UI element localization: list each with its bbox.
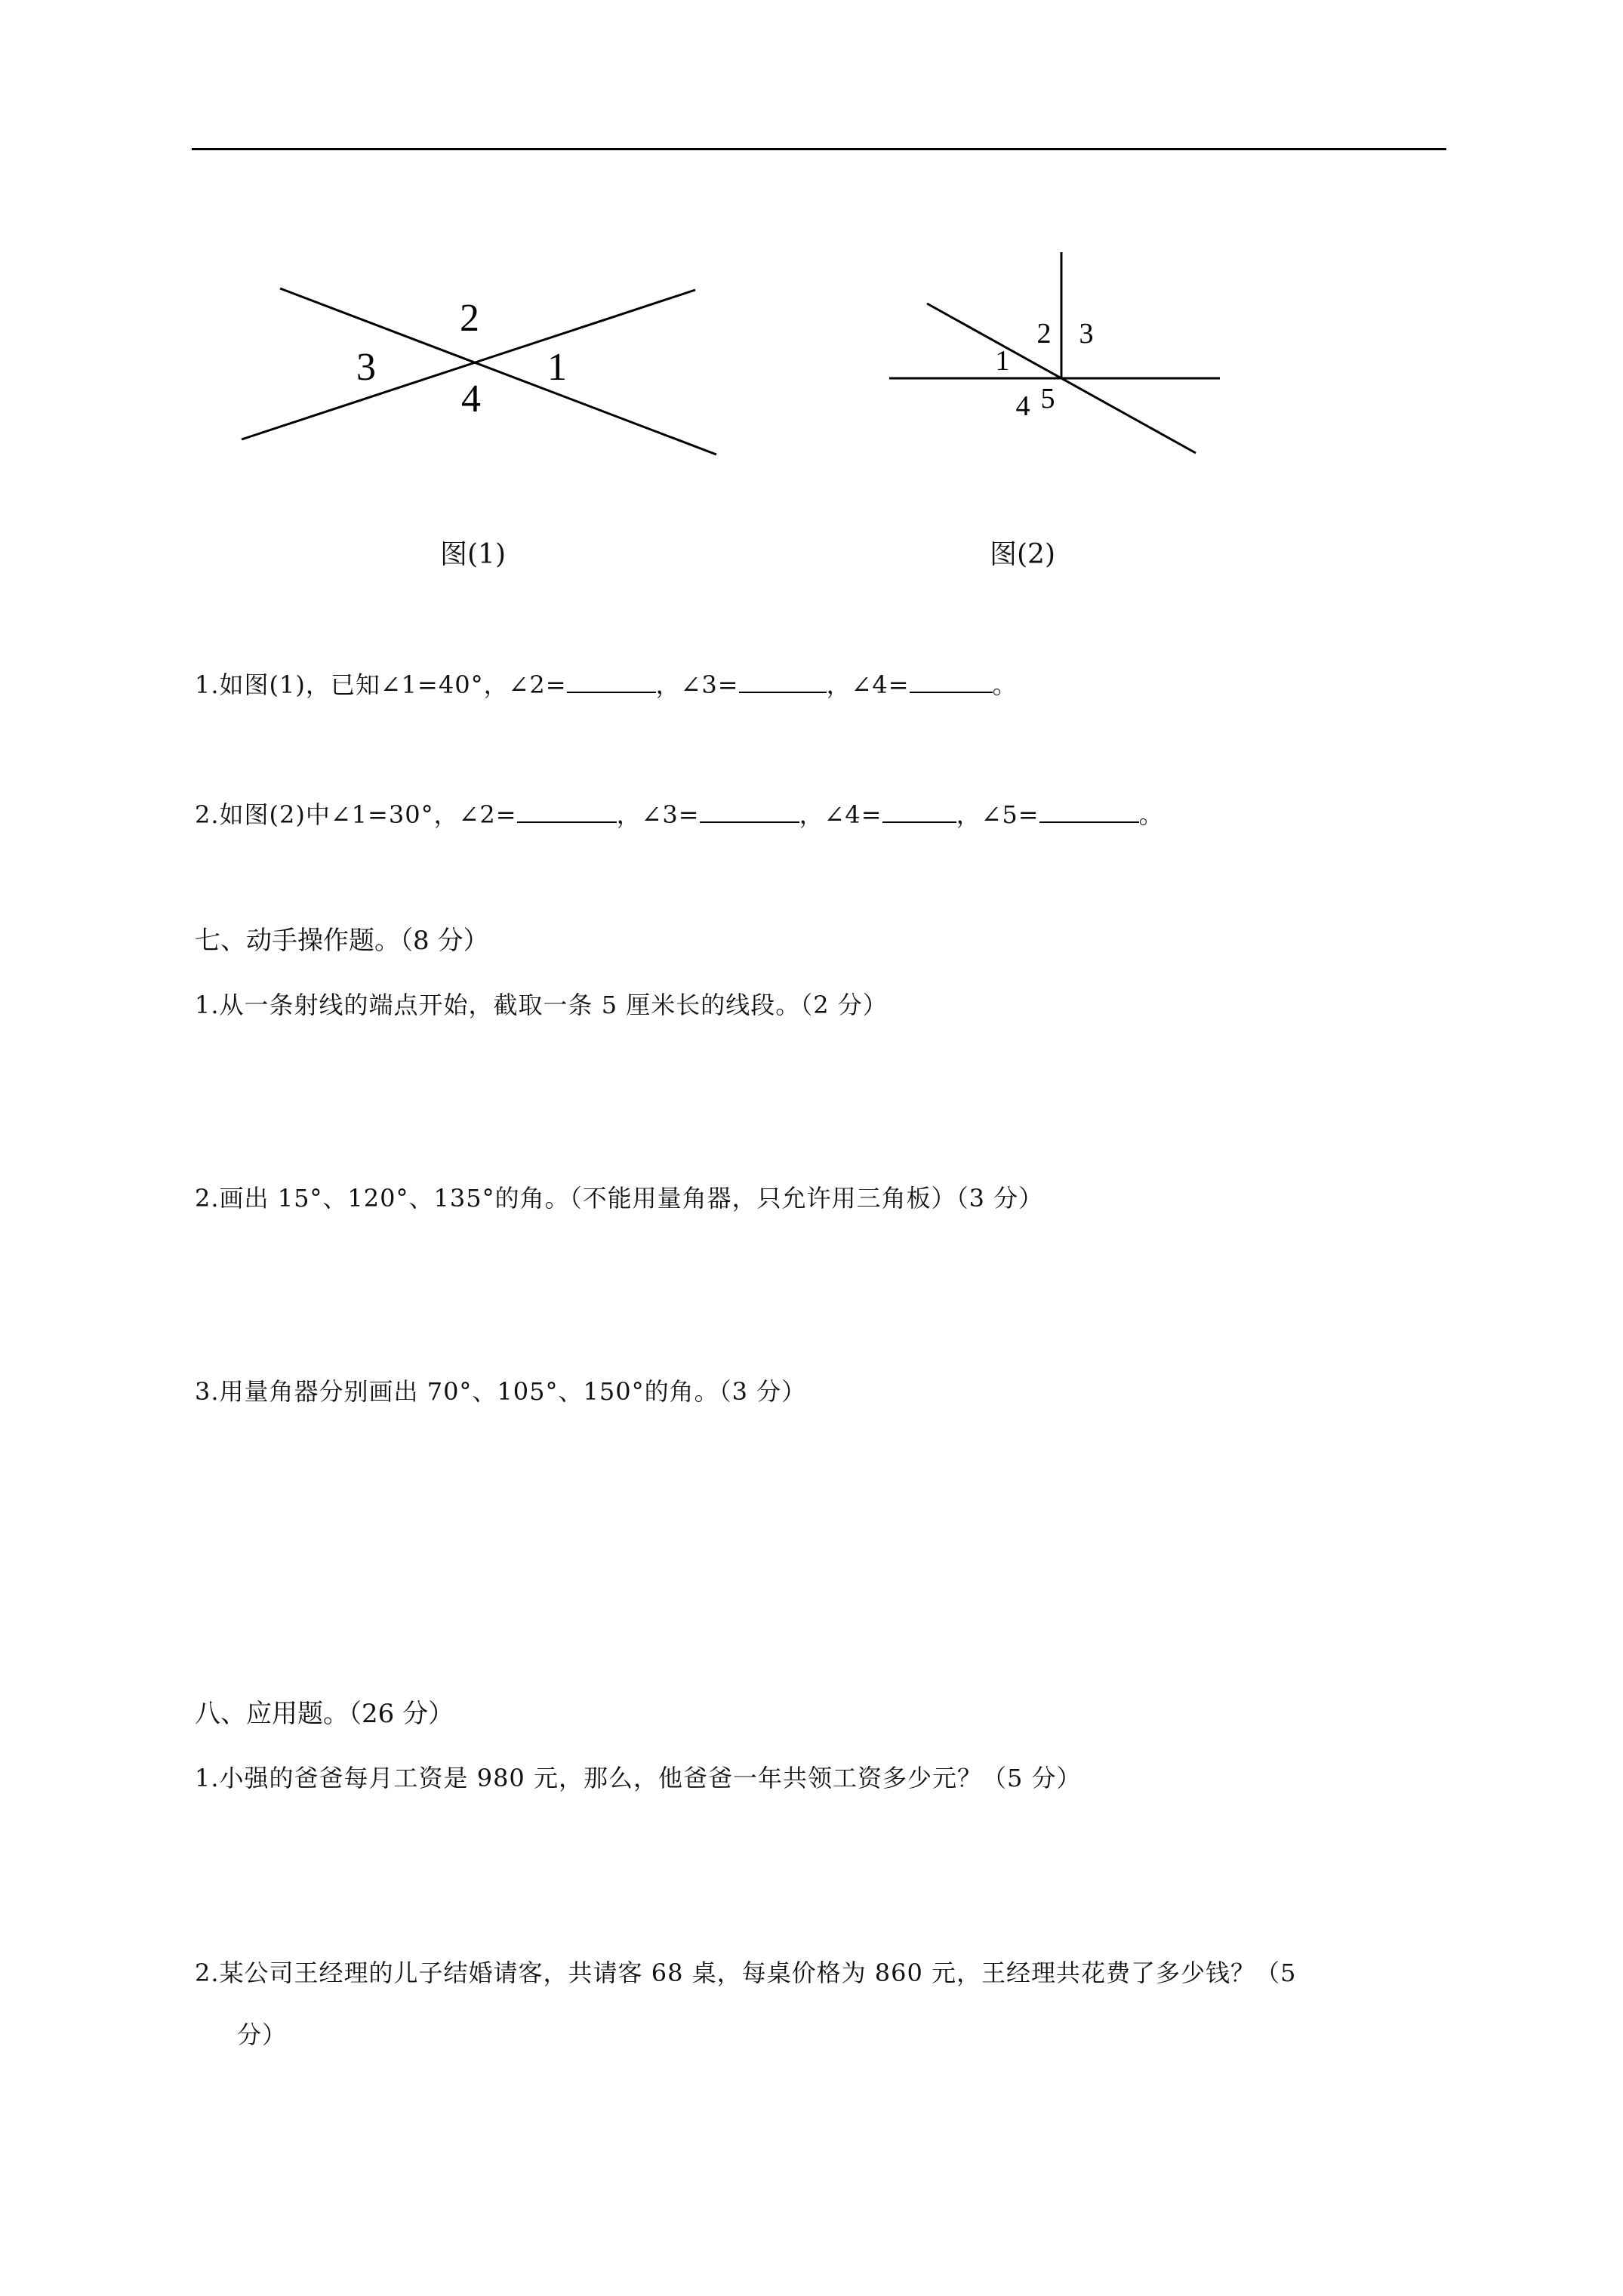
header-rule bbox=[192, 148, 1446, 150]
question-7-3: 3.用量角器分别画出 70°、105°、150°的角。（3 分） bbox=[195, 1377, 807, 1406]
figure-2-angle-label: 4 bbox=[1015, 390, 1030, 422]
figure-1-angle-label: 3 bbox=[356, 346, 376, 389]
figure-1-diagram bbox=[226, 279, 740, 483]
figure-2-angle-label: 3 bbox=[1079, 318, 1094, 350]
question-8-2-line-1: 2.某公司王经理的儿子结婚请客，共请客 68 桌，每桌价格为 860 元，王经理共花费了多少钱？（5 bbox=[195, 1959, 1297, 1987]
section-7-title: 七、动手操作题。（8 分） bbox=[195, 926, 489, 956]
figure-2-angle-label: 2 bbox=[1036, 318, 1052, 350]
question-7-1: 1.从一条射线的端点开始，截取一条 5 厘米长的线段。（2 分） bbox=[195, 991, 888, 1019]
figure-2-diagram bbox=[876, 249, 1238, 468]
question-7-2: 2.画出 15°、120°、135°的角。（不能用量角器，只允许用三角板）（3 分） bbox=[195, 1184, 1044, 1213]
question-6-1: 1.如图(1)，已知∠1=40°，∠2= ，∠3= ，∠4= 。 bbox=[195, 666, 1018, 701]
figure-1-angle-label: 1 bbox=[547, 346, 567, 389]
figure-2-angle-label: 1 bbox=[995, 345, 1010, 377]
answer-blank[interactable] bbox=[1039, 796, 1139, 823]
answer-blank[interactable] bbox=[567, 666, 656, 693]
question-8-1: 1.小强的爸爸每月工资是 980 元，那么，他爸爸一年共领工资多少元？（5 分） bbox=[195, 1764, 1082, 1792]
section-8-title: 八、应用题。（26 分） bbox=[195, 1699, 454, 1729]
figure-2-caption: 图(2) bbox=[990, 539, 1055, 570]
figure-1-angle-label: 4 bbox=[461, 378, 481, 421]
figure-1-caption: 图(1) bbox=[440, 539, 506, 570]
question-8-2-line-2: 分） bbox=[237, 2020, 288, 2049]
figure-1-line-a bbox=[280, 288, 716, 455]
answer-blank[interactable] bbox=[517, 796, 617, 823]
answer-blank[interactable] bbox=[882, 796, 956, 823]
answer-blank[interactable] bbox=[700, 796, 799, 823]
question-6-2: 2.如图(2)中∠1=30°，∠2= ，∠3= ，∠4= ，∠5= 。 bbox=[195, 796, 1164, 831]
figure-2 bbox=[876, 249, 1238, 468]
figure-1-angle-label: 2 bbox=[460, 297, 479, 340]
answer-blank[interactable] bbox=[910, 666, 993, 693]
figure-2-angle-label: 5 bbox=[1040, 383, 1055, 415]
figure-1 bbox=[226, 279, 740, 483]
answer-blank[interactable] bbox=[739, 666, 827, 693]
